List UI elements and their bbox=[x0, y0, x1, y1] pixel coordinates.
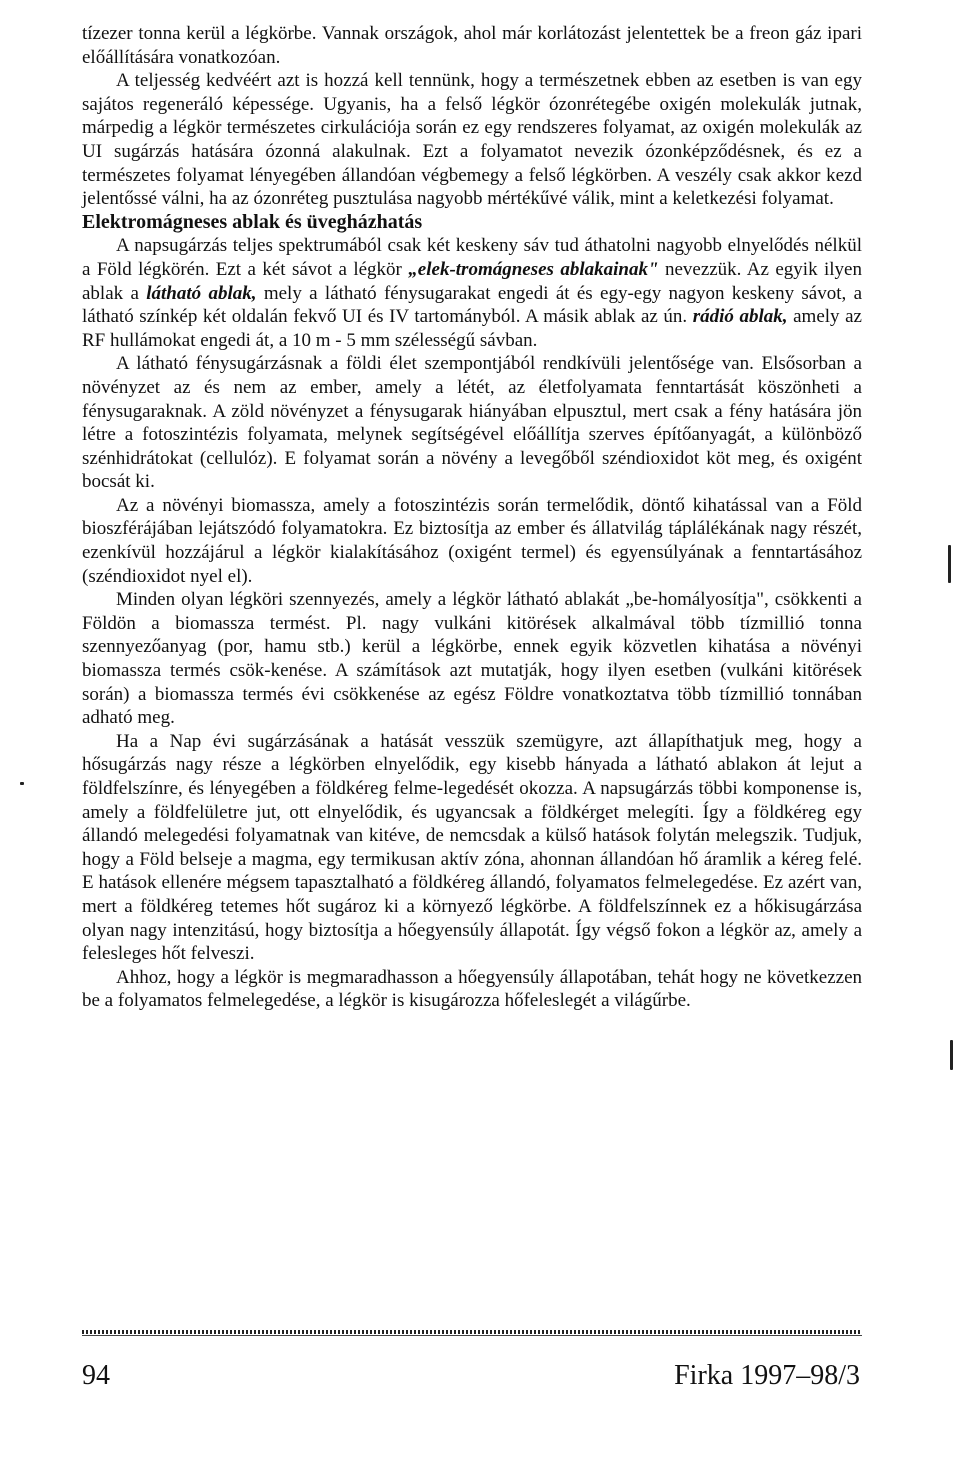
em-windows-text-4: amely az RF hullámokat engedi át, a 10 m - 5 mm szélességű sávban. bbox=[82, 306, 862, 351]
footer-rule bbox=[82, 1330, 862, 1334]
scan-speck bbox=[950, 1040, 953, 1070]
paragraph-sun-heat: Ha a Nap évi sugárzásának a hatását vesszük szemügyre, azt állapíthatjuk meg, hogy a hősugárzás nagy része a légkörben elnyelődik, egy kisebb hányada a látható ablakon át lejut a földfelszínre, és lényegében a földkéreg felme-legedését okozza. A napsugárzás többi komponense is, amely a földfelületre jut, ott elnyelődik, és ugyancsak a földkérget melegíti. Így a földkéreg egy állandó melegedési folyamatnak van kitéve, de nemcsdak a külső hatások folytán melegszik. Tudjuk, hogy a Föld belseje a magma, egy termikusan aktív zóna, ahonnan állandóan hő áramlik a kéreg felé. E hatások ellenére mégsem tapasztalható a földkéreg állandó, folyamatos felmelegedése. Ez azért van, mert a földkéreg tetemes hőt sugároz ki a környező légkörbe. A földfelszínnek ez a hőkisugárzása olyan nagy intenzitású, hogy biztosítja a hőegyensúly állapotát. Így végső fokon a légkör az, amely a felesleges hőt felveszi. bbox=[82, 730, 862, 965]
paragraph-visible-light: A látható fénysugárzásnak a földi élet szempontjából rendkívüli jelentősége van. Elsősorban a növényzet az és nem az ember, amely a létét, az életfolyamata fenntartását köszönheti a fénysugaraknak. A zöld növényzet a fénysugarak hiányában elpusztul, mert csak a fény hatására jön létre a fotoszintézis folyamata, melynek segítségével előállítja szerves építőanyagát, a különböző szénhidrátokat (cellulóz). E folyamat során a növény a levegőből széndioxidot köt meg, és oxigént bocsát ki. bbox=[82, 353, 862, 493]
em-windows-text-1: A napsugárzás teljes spektrumából csak két keskeny sáv tud áthatolni nagyobb elnyelődés nélkül a Föld légkörén. Ezt a két sávot a légkör bbox=[82, 235, 862, 280]
em-windows-term: „elek-tromágneses ablakainak" bbox=[408, 258, 659, 280]
page-body bbox=[82, 22, 862, 1013]
visible-window-term: látható ablak, bbox=[146, 282, 257, 304]
journal-name: Firka 1997–98/3 bbox=[674, 1360, 860, 1391]
scan-speck bbox=[948, 545, 951, 583]
footer-rule-line bbox=[82, 1335, 862, 1336]
page-number: 94 bbox=[82, 1360, 110, 1391]
section-heading: Elektromágneses ablak és üvegházhatás bbox=[82, 210, 423, 233]
paragraph-ozone-regeneration: A teljesség kedvéért azt is hozzá kell tennünk, hogy a természetnek ebben az esetben is van egy sajátos regeneráló képessége. Ugyanis, ha a felső légkör ózonrétegébe oxigén molekulák jutnak, márpedig a légkör természetes cirkulációja során ez egy rendszeres folyamat, az oxigén molekulák az UI sugárzás hatására ózonná alakulnak. Ezt a folyamatot nevezik ózonképződésnek, és ez a természetes folyamat lényegében állandóan végbemegy a felső légkörben. A veszély csak akkor kezd jelentőssé válni, ha az ózonréteg pusztulása nagyobb mértékűvé válik, mint a keletkezési folyamat. bbox=[82, 70, 862, 210]
paragraph-pollution: Minden olyan légköri szennyezés, amely a légkör látható ablakát „be-homályosítja", csökkenti a Földön a biomassza termést. Pl. nagy vulkáni kitörések alkalmával több tízmillió tonna szennyezőanyag (por, hamu stb.) kerül a légkörbe, ennek egyik közvetlen kihatása a növényi biomassza termés csök-kenése. A számítások azt mutatják, hogy ilyen esetben (vulkáni kitörések során) a biomassza termés évi csökkenése az egész Földre vonatkoztatva több tízmillió tonnában adható meg. bbox=[82, 589, 862, 729]
em-windows-text-3: mely a látható fénysugarakat engedi át és egy-egy nagyon keskeny sávot, a látható színkép két oldalán fekvő UI és IV tartományból. A másik ablak az ún. bbox=[82, 282, 863, 328]
em-windows-text-2: nevezzük. Az egyik ilyen ablak a bbox=[82, 258, 862, 304]
scan-speck bbox=[20, 782, 24, 785]
paragraph-heat-balance: Ahhoz, hogy a légkör is megmaradhasson a hőegyensúly állapotában, tehát hogy ne következzen be a folyamatos felmelegedése, a légkör is kisugározza hőfeleslegét a világűrbe. bbox=[82, 966, 862, 1012]
paragraph-biomass: Az a növényi biomassza, amely a fotoszintézis során termelődik, döntő kihatással van a Föld bioszférájában lejátszódó folyamatokra. Ez biztosítja az ember és állatvilág táplálékának nagy részét, ezenkívül hozzájárul a légkör kialakításához (oxigént termel) és egyensúlyának a fenntartásához (széndioxidot nyel el). bbox=[82, 494, 862, 587]
radio-window-term: rádió ablak, bbox=[692, 306, 788, 328]
paragraph-freon: tízezer tonna kerül a légkörbe. Vannak országok, ahol már korlátozást jelentettek be a freon gáz ipari előállítására vonatkozóan. bbox=[82, 23, 862, 68]
paragraph-em-windows bbox=[82, 234, 862, 352]
